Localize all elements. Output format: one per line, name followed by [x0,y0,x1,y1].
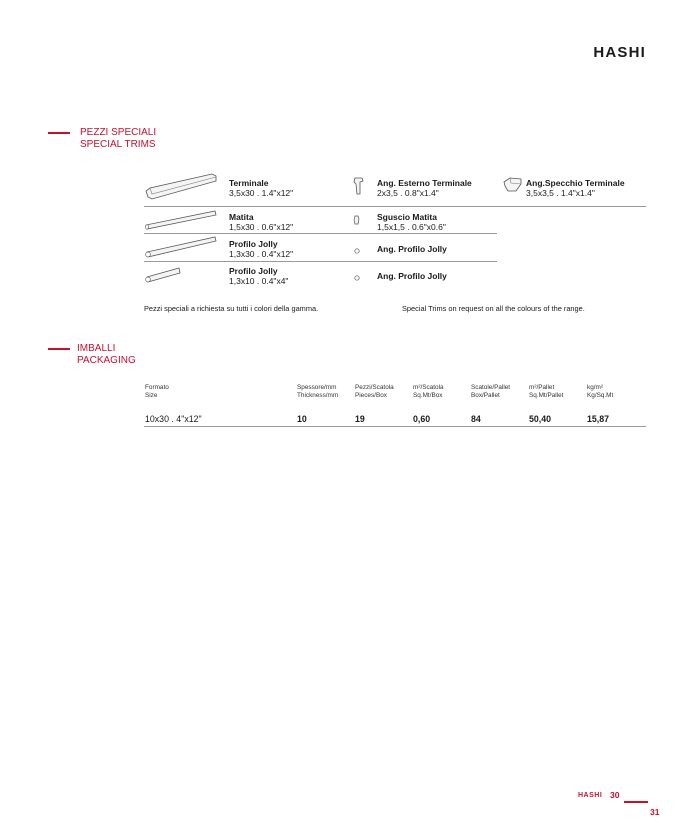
header-en: Sq.Mt/Box [413,392,443,399]
brand-title: HASHI [593,44,646,61]
sguscio-matita-icon [352,214,362,226]
terminale-profile-icon [144,173,220,201]
table-header [413,384,444,400]
header-en: Kg/Sq.Mt [587,392,614,399]
table-header [355,384,394,400]
section-title-en: PACKAGING [77,355,136,366]
table-header [529,384,563,400]
trim-name: Profilo Jolly [229,266,278,276]
header-it: m²/Scatola [413,384,444,391]
table-cell-thickness: 10 [297,414,307,424]
trim-size: 3,5x3,5 . 1.4"x1.4" [526,188,595,198]
table-cell-size: 10x30 . 4"x12" [145,414,202,424]
header-it: m²/Pallet [529,384,555,391]
trim-size: 1,3x30 . 0.4"x12" [229,249,294,259]
row-divider [144,206,351,207]
trim-icon [144,266,184,284]
row-divider [351,206,497,207]
trims-note-it: Pezzi speciali a richiesta su tutti i colori della gamma. [144,304,319,313]
trim-name: Ang. Profilo Jolly [377,271,447,281]
header-it: kg/m² [587,384,603,391]
row-divider [144,261,351,262]
table-header [471,384,510,400]
section-title-packaging [77,343,136,367]
profilo-jolly-short-icon [144,266,184,284]
section-title-trims [80,127,156,151]
table-cell-pieces: 19 [355,414,365,424]
table-cell-sqmt-pallet: 50,40 [529,414,552,424]
trim-size: 1,3x10 . 0.4"x4" [229,276,289,286]
row-divider [351,233,497,234]
header-en: Size [145,392,158,399]
trim-icon [502,176,524,194]
trim-icon [144,209,220,231]
header-it: Scatole/Pallet [471,384,511,391]
row-divider [144,233,351,234]
section-title-en: SPECIAL TRIMS [80,139,156,150]
matita-profile-icon [144,209,220,231]
trim-name: Terminale [229,178,269,188]
trim-icon [144,173,220,201]
trim-icon [352,176,366,196]
trim-icon [352,243,362,253]
header-en: Pieces/Box [355,392,387,399]
trim-size: 1,5x1,5 . 0.6"x0.6" [377,222,446,232]
trim-size: 1,5x30 . 0.6"x12" [229,222,294,232]
ang-esterno-terminale-icon [352,176,366,196]
footer-brand: HASHI [578,792,603,799]
table-header [297,384,338,400]
header-en: Box/Pallet [471,392,500,399]
table-cell-kg-sqmt: 15,87 [587,414,610,424]
section-title-it: IMBALLI [77,343,116,354]
trims-note-en: Special Trims on request on all the colours of the range. [402,304,585,313]
table-header [145,384,169,400]
trim-name: Sguscio Matita [377,212,437,222]
ang-profilo-jolly-icon [352,246,362,256]
header-it: Spessore/mm [297,384,337,391]
trim-icon [352,270,362,280]
table-cell-sqmt-box: 0,60 [413,414,431,424]
header-en: Thickness/mm [297,392,339,399]
page-number-left: 30 [610,790,620,800]
trim-name: Matita [229,212,254,222]
trim-name: Ang. Profilo Jolly [377,244,447,254]
section-marker-line [48,132,70,134]
header-en: Sq.Mt/Pallet [529,392,564,399]
page-number-right: 31 [650,807,660,817]
header-it: Pezzi/Scatola [355,384,394,391]
trim-icon [144,235,220,259]
section-title-it: PEZZI SPECIALI [80,127,157,138]
section-marker-line [48,348,70,350]
row-divider [497,206,646,207]
profilo-jolly-long-icon [144,235,220,259]
table-row-divider [144,426,646,427]
footer-marker-line [624,801,648,803]
trim-name: Ang.Specchio Terminale [526,178,625,188]
trim-icon [352,213,362,225]
trim-size: 2x3,5 . 0.8"x1.4" [377,188,439,198]
trim-name: Profilo Jolly [229,239,278,249]
table-header [587,384,613,400]
table-cell-box-pallet: 84 [471,414,481,424]
trim-size: 3,5x30 . 1.4"x12" [229,188,294,198]
row-divider [351,261,497,262]
header-it: Formato [145,384,169,391]
ang-specchio-terminale-icon [502,176,524,194]
ang-profilo-jolly-icon [352,273,362,283]
trim-name: Ang. Esterno Terminale [377,178,472,188]
